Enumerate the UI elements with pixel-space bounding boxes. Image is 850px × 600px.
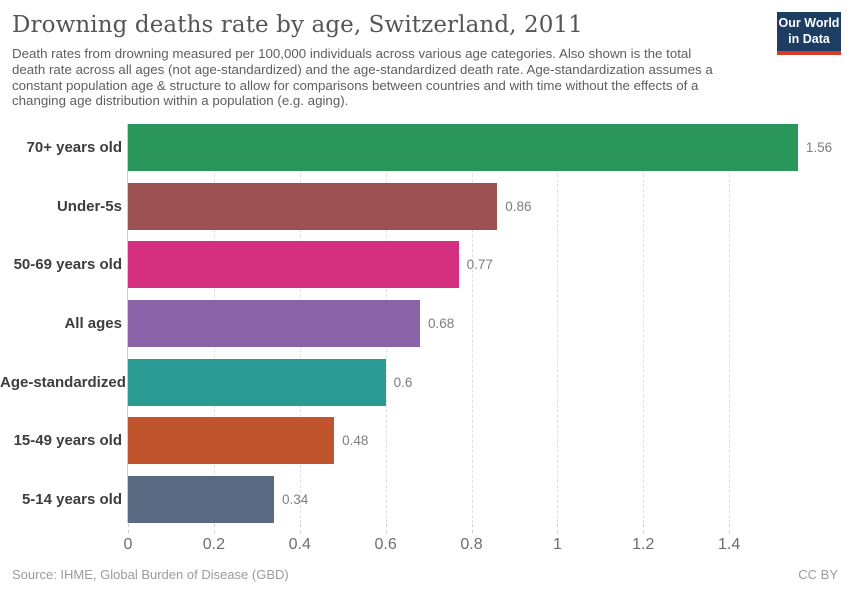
owid-logo[interactable] — [777, 12, 841, 55]
x-tick-label: 0 — [123, 536, 133, 553]
category-label: Age-standardized — [0, 373, 126, 391]
gridline — [557, 124, 558, 523]
bar-value-label: 0.34 — [281, 492, 309, 508]
bar-chart-plot-area — [128, 124, 833, 523]
x-tick-label: 0.8 — [460, 536, 483, 553]
x-tick-mark — [300, 524, 301, 533]
bar-70-years-old[interactable] — [128, 124, 798, 171]
bar-under-5s[interactable] — [128, 183, 497, 230]
category-label: 5-14 years old — [21, 491, 122, 509]
category-label: Under-5s — [56, 197, 122, 215]
category-label: 15-49 years old — [13, 432, 122, 450]
x-tick-label: 1 — [552, 536, 562, 553]
x-tick-mark — [557, 524, 558, 533]
x-tick-mark — [729, 524, 730, 533]
x-tick-label: 0.6 — [374, 536, 397, 553]
source-note: Source: IHME, Global Burden of Disease (GBD) — [12, 567, 289, 582]
bar-5-14-years-old[interactable] — [128, 476, 274, 523]
bar-value-label: 0.6 — [393, 374, 413, 390]
bar-50-69-years-old[interactable] — [128, 241, 459, 288]
license-badge[interactable]: CC BY — [798, 567, 838, 582]
bar-15-49-years-old[interactable] — [128, 417, 334, 464]
bar-value-label: 1.56 — [805, 140, 833, 155]
owid-logo-line2: in Data — [788, 32, 830, 46]
x-tick-label: 1.4 — [718, 536, 741, 553]
gridline — [643, 124, 644, 523]
bar-value-label: 0.86 — [505, 198, 532, 214]
chart-footer — [12, 567, 838, 582]
bar-value-label: 0.68 — [427, 316, 455, 331]
x-tick-label: 0.2 — [202, 536, 225, 553]
x-tick-mark — [128, 524, 129, 533]
y-axis-category-labels — [0, 124, 126, 523]
category-label: 50-69 years old — [13, 256, 122, 274]
x-tick-label: 0.4 — [288, 536, 311, 553]
x-tick-mark — [214, 524, 215, 533]
bar-all-ages[interactable] — [128, 300, 420, 347]
bar-value-label: 0.77 — [466, 257, 493, 273]
chart-title: Drowning deaths rate by age, Switzerland, 2011 — [12, 12, 583, 38]
bar-age-standardized[interactable] — [128, 359, 386, 406]
x-tick-mark — [472, 524, 473, 533]
category-label: 70+ years old — [26, 139, 122, 156]
owid-logo-line1: Our World — [778, 16, 840, 30]
bar-value-label: 0.48 — [342, 433, 369, 449]
x-tick-mark — [386, 524, 387, 533]
x-tick-mark — [643, 524, 644, 533]
x-tick-label: 1.2 — [632, 536, 655, 553]
category-label: All ages — [64, 315, 122, 332]
chart-subtitle: Death rates from drowning measured per 100,000 individuals across various age categories. Also shown is the total death rate across all ages (not age-standardized) and the age-standardized death rate. Age-standardization assumes a constant population age & structure to allow for comparisons between countries and with time without the effects of a changing age distribution within a population (e.g. aging). — [12, 46, 713, 109]
gridline — [729, 124, 730, 523]
